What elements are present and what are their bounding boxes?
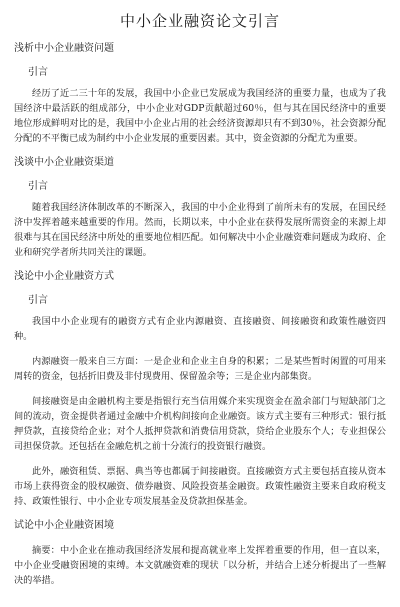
section-intro-label: 引言 xyxy=(28,295,48,306)
section-heading: 浅析中小企业融资问题 xyxy=(14,43,114,54)
paragraph: 摘要：中小企业在推动我国经济发展和提高就业率上发挥着重要的作用，但一直以来，中小企业受融资困境的束缚。本文就融资难的现状「以分析，并结合上述分析提出了一些解决的举措。 xyxy=(14,545,386,586)
paragraph: 间接融资是由金融机构主要是指银行充当信用媒介来实现资金在盈余部门与短缺部门之间的流动，资金提供者通过金融中介机构间接向企业融资。该方式主要有三种形式：银行抵押贷款，直接贷给企业；对个人抵押贷款和消费信用贷款，贷给企业股东个人；专业担保公司担保贷款。还包括在金融危机之前十分流行的投资银行融资。 xyxy=(14,396,386,452)
section-2 xyxy=(14,156,386,260)
section-1 xyxy=(14,42,386,146)
page-title: 中小企业融资论文引言 xyxy=(119,12,280,30)
paragraph: 随着我国经济体制改革的不断深入，我国的中小企业得到了前所未有的发展，在国民经济中发挥着越来越重要的作用。然而，长期以来，中小企业在获得发展所需资金的来源上却很难与其在国民经济中所处的重要地位相匹配。如何解决中小企业融资难问题成为政府、企业和研究学者所共同关注的课题。 xyxy=(14,202,386,258)
paragraph: 此外，融资租赁、票据、典当等也都属于间接融资。直接融资方式主要包括直接从资本市场上获得资金的股权融资、债券融资、风险投资基金融资。政策性融资主要来自政府税支持、政策性银行、中小企业专项发展基金及贷款担保基金。 xyxy=(14,466,386,507)
section-heading: 试论中小企业融资困境 xyxy=(14,520,114,531)
section-heading: 浅谈中小企业融资渠道 xyxy=(14,157,114,168)
section-3 xyxy=(14,270,386,509)
section-intro-label: 引言 xyxy=(28,67,48,78)
section-heading: 浅论中小企业融资方式 xyxy=(14,271,114,282)
section-4 xyxy=(14,519,386,588)
section-intro-label: 引言 xyxy=(28,181,48,192)
paragraph: 我国中小企业现有的融资方式有企业内源融资、直接融资、间接融资和政策性融资四种。 xyxy=(14,316,386,342)
paragraph: 内源融资一般来自三方面：一是企业和企业主自身的积累；二是某些暂时闲置的可用来周转的资金，包括折旧费及非付现费用、保留盈余等；三是企业内部集资。 xyxy=(14,356,386,382)
paragraph: 经历了近二三十年的发展，我国中小企业已发展成为我国经济的重要力量，也成为了我国经济中最活跃的组成部分，中小企业对GDP贡献超过60％，但与其在国民经济中的重要地位形成鲜明对比的是，我国中小企业占用的社会经济资源却只有不到30％，社会资源分配分配的不平衡已成为制约中小企业发展的重要因素。其中，资金资源的分配尤为重要。 xyxy=(14,88,386,144)
